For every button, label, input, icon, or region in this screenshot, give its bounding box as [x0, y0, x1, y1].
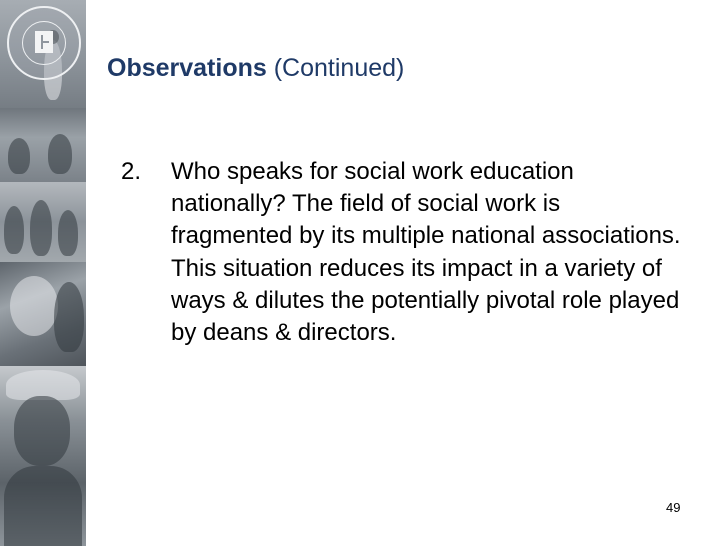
slide-title — [107, 54, 404, 83]
slide-title-continued: (Continued) — [266, 54, 405, 82]
photo-group — [0, 182, 86, 262]
point-number: 2. — [121, 158, 142, 185]
point-text: Who speaks for social work education nationally? The field of social work is fragmented by its multiple national associations. This situation reduces its impact in a variety of ways & dilutes the potentially pivotal role played by deans & directors. — [171, 158, 681, 347]
foundation-seal-icon — [7, 6, 81, 80]
photo-collage-strip — [0, 0, 86, 546]
seal-monogram — [35, 31, 53, 53]
photo-elder-man — [0, 262, 86, 366]
photo-meeting — [0, 108, 86, 182]
numbered-point — [121, 156, 681, 349]
photo-smiling-woman — [0, 366, 86, 546]
page-number: 49 — [666, 500, 681, 515]
slide-title-bold: Observations — [107, 54, 267, 82]
